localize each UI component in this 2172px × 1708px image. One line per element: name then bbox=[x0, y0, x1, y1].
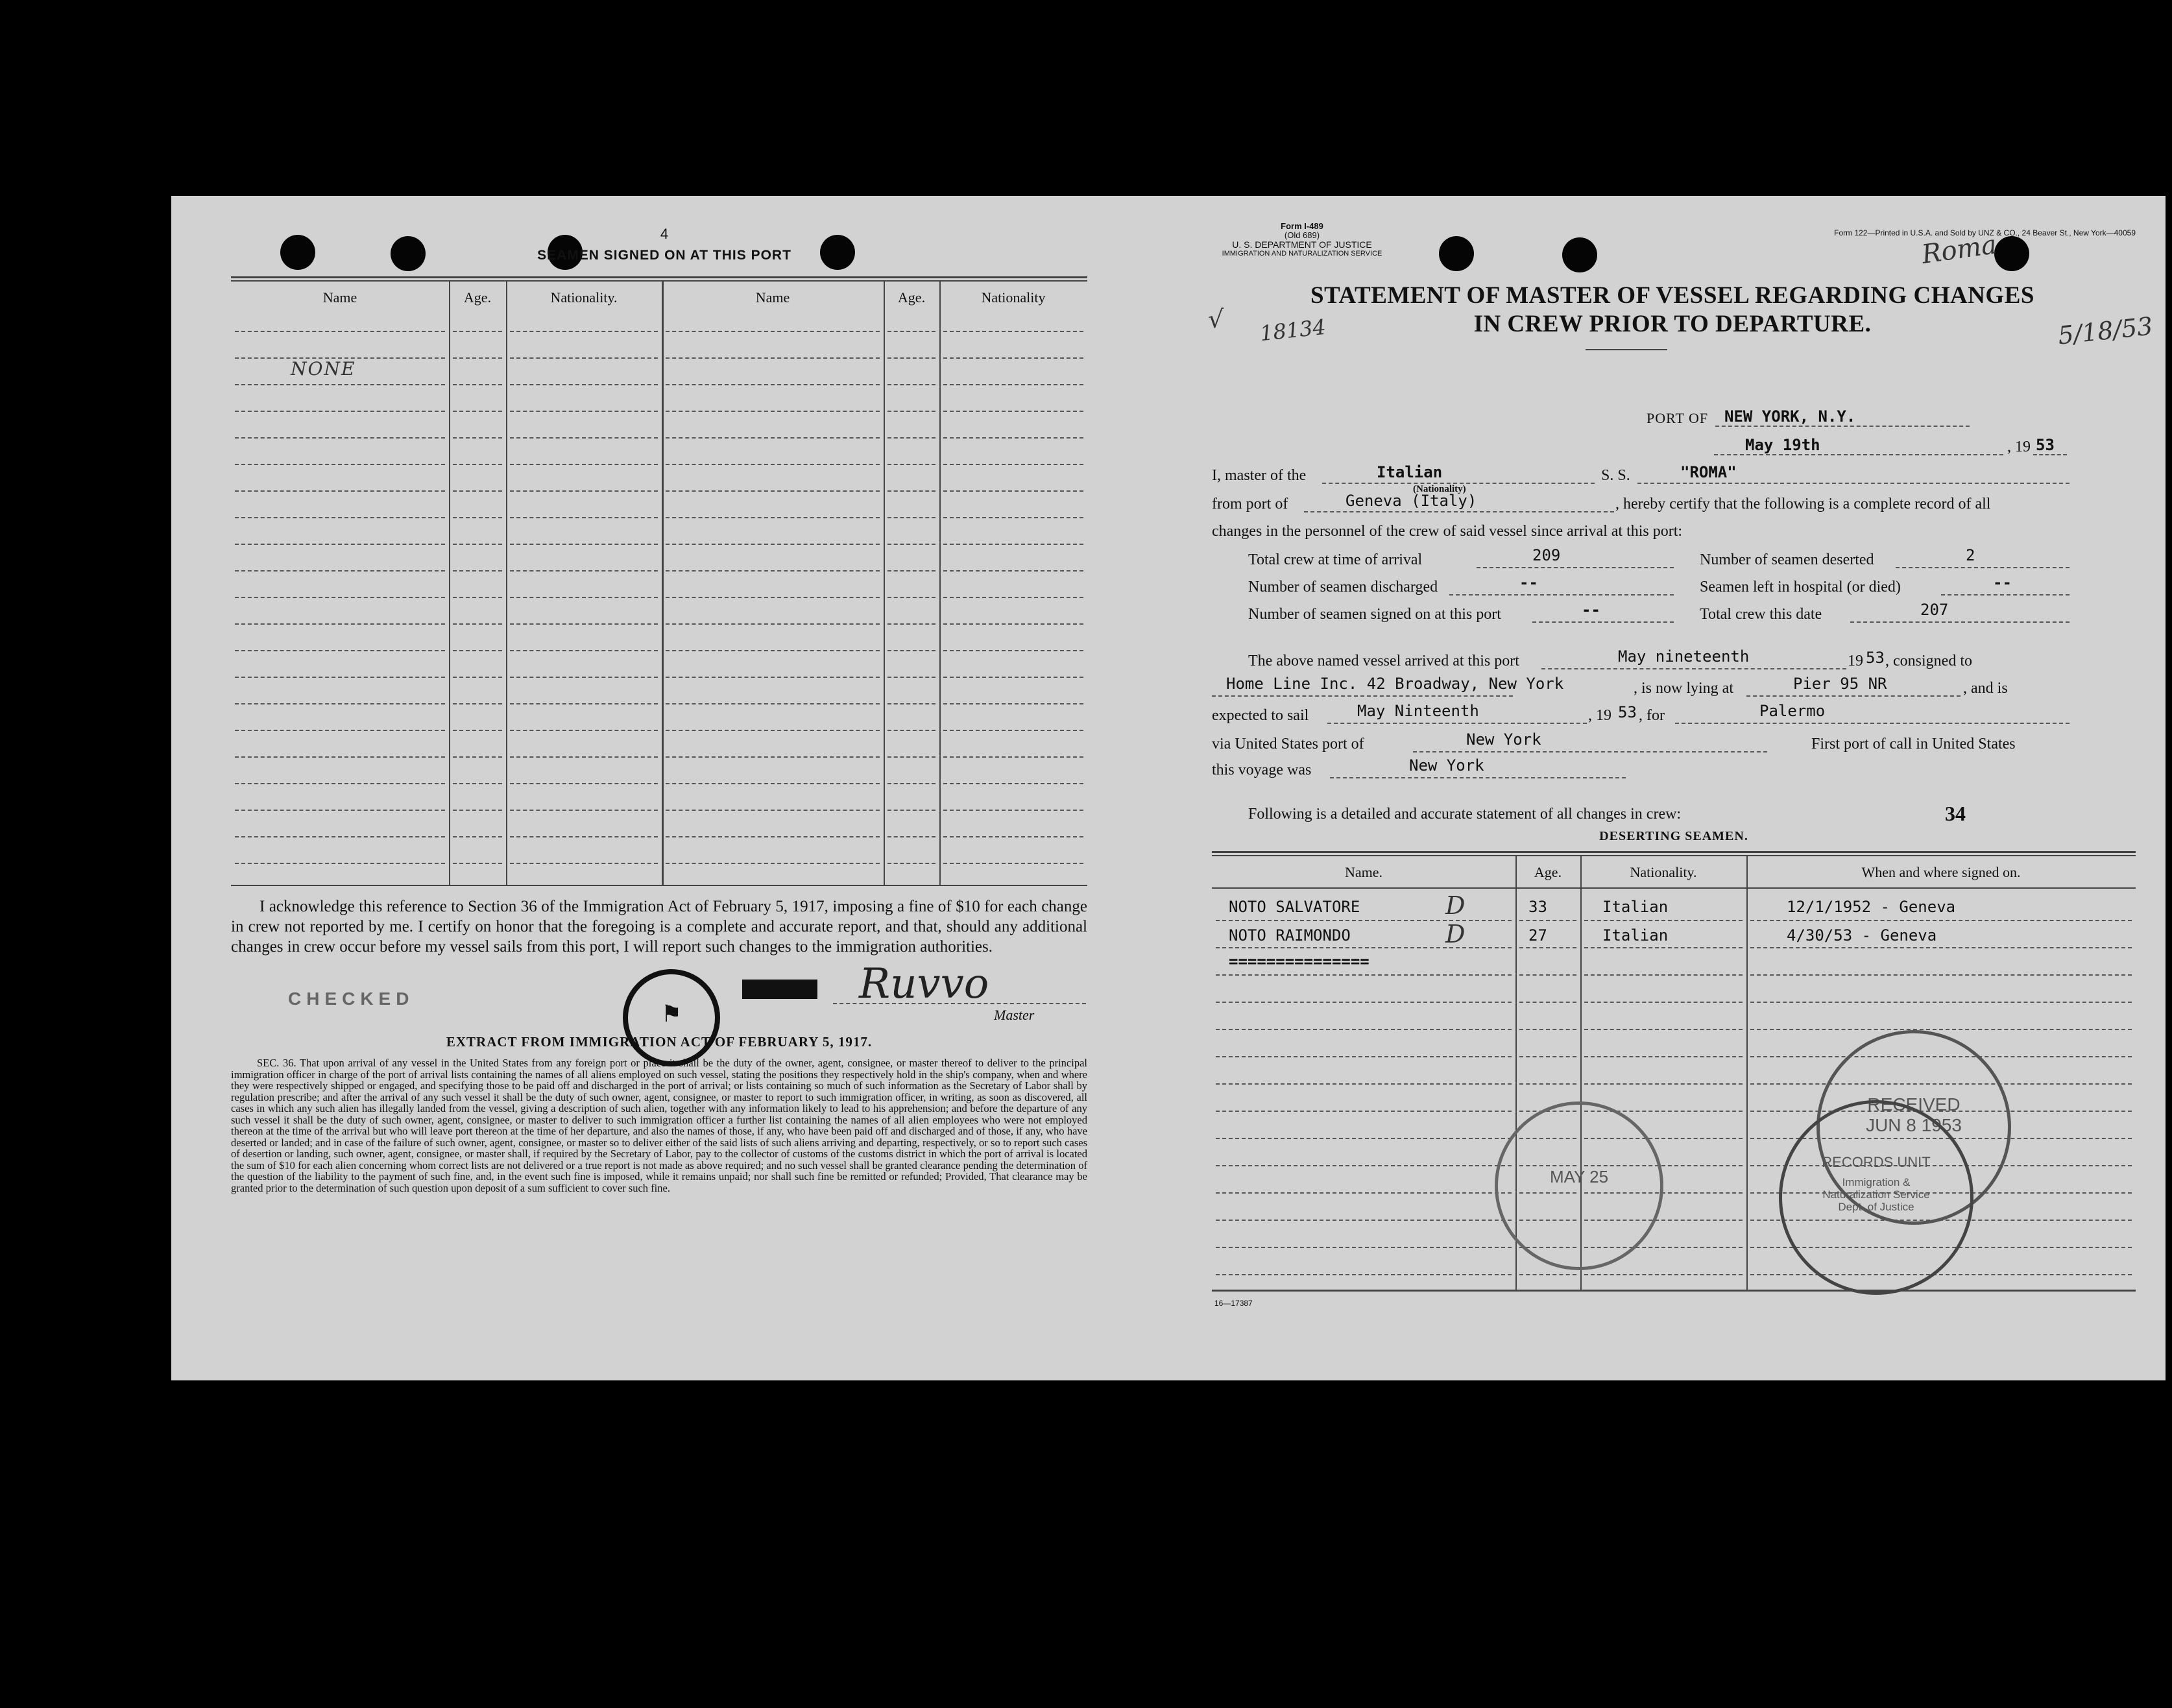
ruled-line bbox=[666, 836, 880, 837]
ruled-line bbox=[887, 517, 935, 518]
ruled-line bbox=[235, 623, 445, 625]
received-stamp-label: RECEIVED bbox=[1867, 1094, 1961, 1114]
ruled-line bbox=[510, 517, 658, 518]
ruled-line bbox=[235, 810, 445, 811]
acknowledgement-text: I acknowledge this reference to Section 36 of the Immigration Act of February 5, 1917, imposing a fine of $10 for each change in crew not reported by me. I certify on honor that the foregoing is a complete and accurate report, and that, should any additional changes in crew occur before my vessel sails from this port, I will report such changes to the immigration authorities. bbox=[231, 898, 1087, 956]
ruled-line bbox=[943, 517, 1083, 518]
page-number: 4 bbox=[660, 226, 669, 242]
form-title-1: STATEMENT OF MASTER OF VESSEL REGARDING CHANGES bbox=[1310, 282, 2034, 309]
ruled-line bbox=[453, 836, 502, 837]
form-title-2: IN CREW PRIOR TO DEPARTURE. bbox=[1473, 311, 1872, 337]
ruled-line bbox=[510, 331, 658, 332]
ruled-line bbox=[510, 810, 658, 811]
punch-hole bbox=[280, 235, 315, 270]
may-stamp bbox=[1495, 1101, 1663, 1270]
ruled-line bbox=[235, 677, 445, 678]
ruled-line bbox=[453, 810, 502, 811]
ruled-line bbox=[235, 597, 445, 598]
ruled-line bbox=[666, 623, 880, 625]
ruled-line bbox=[666, 570, 880, 571]
ruled-line bbox=[943, 677, 1083, 678]
ruled-line bbox=[1519, 1056, 1576, 1057]
col-name: Name bbox=[322, 289, 357, 306]
ruled-line bbox=[453, 384, 502, 385]
ruled-line bbox=[1216, 1220, 1512, 1221]
ruled-line bbox=[510, 783, 658, 784]
ruled-line bbox=[887, 544, 935, 545]
date-value: May 19th bbox=[1745, 436, 1820, 454]
this-voyage-label: this voyage was bbox=[1212, 762, 1312, 778]
ruled-line bbox=[510, 756, 658, 758]
ruled-line bbox=[235, 730, 445, 731]
col-nationality-2: Nationality bbox=[981, 289, 1046, 306]
master-of-label: I, master of the bbox=[1212, 467, 1307, 484]
ruled-line bbox=[666, 703, 880, 704]
ruled-line bbox=[1216, 1138, 1512, 1139]
master-caption: Master bbox=[994, 1007, 1035, 1023]
from-port-value: Geneva (Italy) bbox=[1345, 492, 1477, 510]
first-port-value: New York bbox=[1409, 756, 1484, 775]
ruled-line bbox=[666, 384, 880, 385]
deserting-title: DESERTING SEAMEN. bbox=[1599, 829, 1748, 843]
ruled-line bbox=[453, 623, 502, 625]
ruled-line bbox=[453, 357, 502, 359]
following-text: Following is a detailed and accurate statement of all changes in crew: bbox=[1248, 806, 1682, 823]
ruled-line bbox=[666, 677, 880, 678]
ruled-line bbox=[943, 703, 1083, 704]
ruled-line bbox=[453, 756, 502, 758]
ruled-line bbox=[453, 437, 502, 439]
punch-hole bbox=[1994, 236, 2029, 271]
first-port-label: First port of call in United States bbox=[1811, 736, 2016, 752]
ruled-line bbox=[453, 783, 502, 784]
row-name: NOTO SALVATORE bbox=[1229, 898, 1360, 916]
ruled-line bbox=[943, 544, 1083, 545]
ruled-line bbox=[943, 411, 1083, 412]
ruled-line bbox=[1216, 1083, 1512, 1085]
ruled-line bbox=[453, 730, 502, 731]
ruled-line bbox=[453, 464, 502, 465]
ruled-line bbox=[943, 570, 1083, 571]
ruled-line bbox=[510, 597, 658, 598]
ruled-line bbox=[453, 570, 502, 571]
punch-hole bbox=[1439, 236, 1474, 271]
ruled-line bbox=[235, 863, 445, 864]
ss-label: S. S. bbox=[1601, 467, 1630, 484]
hand-ref-number: 18134 bbox=[1259, 314, 1327, 346]
extract-title: EXTRACT FROM IMMIGRATION ACT OF FEBRUARY 5, 1917. bbox=[446, 1034, 873, 1050]
ruled-line bbox=[510, 490, 658, 492]
for-label: , for bbox=[1639, 707, 1665, 724]
ruled-line bbox=[510, 650, 658, 651]
ruled-line bbox=[510, 677, 658, 678]
ruled-line bbox=[1216, 1111, 1512, 1112]
row-mark: D bbox=[1445, 891, 1466, 920]
printer-line: Form 122—Printed in U.S.A. and Sold by UNZ & CO., 24 Beaver St., New York—40059 bbox=[1834, 228, 2136, 237]
ruled-line bbox=[887, 703, 935, 704]
total-crew-arrival-label: Total crew at time of arrival bbox=[1248, 551, 1423, 568]
th-signed-on: When and where signed on. bbox=[1861, 864, 2021, 880]
th-nationality: Nationality. bbox=[1630, 864, 1697, 880]
ruled-line bbox=[510, 464, 658, 465]
year-value: 53 bbox=[2036, 436, 2055, 454]
ruled-line bbox=[1584, 1056, 1743, 1057]
total-crew-date-label: Total crew this date bbox=[1700, 606, 1822, 623]
ruled-line bbox=[1216, 1192, 1512, 1194]
lying-at-label: , is now lying at bbox=[1634, 680, 1733, 697]
row-age: 27 bbox=[1528, 926, 1547, 944]
entry-none: NONE bbox=[291, 358, 356, 379]
left-page bbox=[171, 196, 1159, 1380]
ruled-line bbox=[453, 650, 502, 651]
table-row bbox=[1212, 891, 2136, 921]
sail-date: May Ninteenth bbox=[1357, 702, 1479, 720]
hand-ship-name: Roma bbox=[1920, 230, 1999, 270]
ruled-line bbox=[453, 517, 502, 518]
hospital-label: Seamen left in hospital (or died) bbox=[1700, 579, 1901, 595]
ruled-line bbox=[887, 810, 935, 811]
row-nationality: Italian bbox=[1602, 898, 1669, 916]
consigned-to-label: , consigned to bbox=[1885, 653, 1972, 669]
punch-hole bbox=[391, 236, 426, 271]
ruled-line bbox=[943, 597, 1083, 598]
footer-code: 16—17387 bbox=[1214, 1299, 1253, 1308]
ruled-line bbox=[510, 437, 658, 439]
ruled-line bbox=[453, 677, 502, 678]
ruled-line bbox=[887, 464, 935, 465]
ruled-line bbox=[453, 331, 502, 332]
ruled-line bbox=[1216, 1002, 1512, 1003]
ruled-line bbox=[943, 810, 1083, 811]
ruled-line bbox=[235, 411, 445, 412]
ruled-line bbox=[510, 730, 658, 731]
ruled-line bbox=[666, 756, 880, 758]
ruled-line bbox=[510, 836, 658, 837]
ruled-line bbox=[887, 437, 935, 439]
ruled-line bbox=[453, 597, 502, 598]
received-stamp-date: JUN 8 1953 bbox=[1866, 1115, 1962, 1135]
col-age-2: Age. bbox=[897, 289, 926, 306]
ruled-line bbox=[887, 756, 935, 758]
arrived-year: 53 bbox=[1866, 649, 1885, 667]
ruled-line bbox=[943, 464, 1083, 465]
ruled-line bbox=[887, 357, 935, 359]
ruled-line bbox=[887, 623, 935, 625]
right-page bbox=[1156, 196, 2166, 1380]
ruled-line bbox=[235, 836, 445, 837]
row-signed-on: 12/1/1952 - Geneva bbox=[1787, 898, 1956, 916]
th-name: Name. bbox=[1344, 864, 1383, 880]
sail-year-prefix: , 19 bbox=[1588, 707, 1611, 724]
ruled-line bbox=[666, 437, 880, 439]
and-is-label: , and is bbox=[1963, 680, 2008, 697]
ruled-line bbox=[453, 544, 502, 545]
ruled-line bbox=[453, 490, 502, 492]
row-terminator: =============== bbox=[1229, 952, 1370, 970]
ruled-line bbox=[666, 464, 880, 465]
ruled-line bbox=[1584, 1274, 1743, 1275]
arrived-date: May nineteenth bbox=[1618, 647, 1750, 666]
ruled-line bbox=[1750, 974, 2132, 976]
master-signature: Ruvvo bbox=[859, 960, 989, 1008]
row-age: 33 bbox=[1528, 898, 1547, 916]
punch-hole bbox=[1562, 237, 1597, 272]
th-age: Age. bbox=[1534, 864, 1562, 880]
ruled-line bbox=[887, 331, 935, 332]
ruled-line bbox=[887, 730, 935, 731]
ruled-line bbox=[943, 650, 1083, 651]
ruled-line bbox=[666, 597, 880, 598]
arrived-label: The above named vessel arrived at this port bbox=[1248, 653, 1519, 669]
ruled-line bbox=[510, 703, 658, 704]
ruled-line bbox=[235, 650, 445, 651]
port-seal-stamp: ⚑ bbox=[623, 969, 720, 1066]
ruled-line bbox=[235, 544, 445, 545]
discharged-value: -- bbox=[1519, 573, 1538, 592]
row-name: NOTO RAIMONDO bbox=[1229, 926, 1351, 944]
ruled-line bbox=[943, 437, 1083, 439]
signed-on-value: -- bbox=[1582, 601, 1600, 619]
ruled-line bbox=[235, 490, 445, 492]
ruled-line bbox=[235, 517, 445, 518]
ruled-line bbox=[887, 836, 935, 837]
ruled-line bbox=[510, 863, 658, 864]
ruled-line bbox=[666, 730, 880, 731]
ruled-line bbox=[1216, 974, 1512, 976]
consignee: Home Line Inc. 42 Broadway, New York bbox=[1226, 675, 1564, 693]
ruled-line bbox=[943, 836, 1083, 837]
ruled-line bbox=[666, 863, 880, 864]
ruled-line bbox=[1584, 1029, 1743, 1030]
row-signed-on: 4/30/53 - Geneva bbox=[1787, 926, 1937, 944]
ruled-line bbox=[1216, 1165, 1512, 1166]
ruled-line bbox=[887, 490, 935, 492]
ruled-line bbox=[666, 517, 880, 518]
ruled-line bbox=[1584, 1002, 1743, 1003]
ruled-line bbox=[1584, 974, 1743, 976]
ruled-line bbox=[887, 384, 935, 385]
ruled-line bbox=[943, 490, 1083, 492]
records-unit-stamp bbox=[1779, 1100, 1973, 1295]
arrived-year-prefix: 19 bbox=[1848, 653, 1863, 669]
ruled-line bbox=[510, 570, 658, 571]
ruled-line bbox=[510, 357, 658, 359]
page-heading: SEAMEN SIGNED ON AT THIS PORT bbox=[537, 248, 791, 263]
ruled-line bbox=[887, 783, 935, 784]
row-nationality: Italian bbox=[1602, 926, 1669, 944]
ruled-line bbox=[235, 756, 445, 758]
ruled-line bbox=[510, 384, 658, 385]
port-value: NEW YORK, N.Y. bbox=[1724, 407, 1856, 426]
ruled-line bbox=[510, 623, 658, 625]
deserted-value: 2 bbox=[1966, 546, 1975, 564]
ins-label: Immigration & Naturalization Service Dept. of Justice bbox=[1822, 1176, 1930, 1213]
ruled-line bbox=[666, 411, 880, 412]
hand-date: 5/18/53 bbox=[2057, 311, 2154, 350]
ruled-line bbox=[235, 464, 445, 465]
ruled-line bbox=[943, 331, 1083, 332]
ruled-line bbox=[1216, 1247, 1512, 1248]
certify-text: , hereby certify that the following is a complete record of all bbox=[1615, 496, 1991, 512]
ruled-line bbox=[1216, 1274, 1512, 1275]
ruled-line bbox=[943, 623, 1083, 625]
ruled-line bbox=[887, 650, 935, 651]
ruled-line bbox=[1519, 1083, 1576, 1085]
ruled-line bbox=[666, 810, 880, 811]
ruled-line bbox=[235, 384, 445, 385]
ruled-line bbox=[235, 783, 445, 784]
nationality-value: Italian bbox=[1377, 463, 1443, 481]
year-prefix: , 19 bbox=[2007, 439, 2031, 455]
ruled-line bbox=[666, 331, 880, 332]
stamp-bar bbox=[742, 980, 817, 999]
nationality-caption: (Nationality) bbox=[1413, 484, 1466, 494]
ruled-line bbox=[666, 783, 880, 784]
col-age: Age. bbox=[463, 289, 492, 306]
total-crew-arrival-value: 209 bbox=[1532, 546, 1561, 564]
table-row bbox=[1212, 920, 2136, 950]
port-label: PORT OF bbox=[1647, 410, 1709, 426]
ruled-line bbox=[943, 756, 1083, 758]
col-nationality: Nationality. bbox=[550, 289, 618, 306]
ruled-line bbox=[1750, 1274, 2132, 1275]
row-mark: D bbox=[1445, 920, 1466, 948]
ruled-line bbox=[666, 544, 880, 545]
service: IMMIGRATION AND NATURALIZATION SERVICE bbox=[1222, 250, 1382, 258]
ruled-line bbox=[943, 863, 1083, 864]
ruled-line bbox=[1216, 1029, 1512, 1030]
total-crew-date-value: 207 bbox=[1920, 601, 1949, 619]
hand-mark: √ bbox=[1208, 305, 1224, 333]
certify-text-2: changes in the personnel of the crew of said vessel since arrival at this port: bbox=[1212, 523, 1683, 540]
ruled-line bbox=[510, 411, 658, 412]
form-number: Form I-489 bbox=[1281, 221, 1323, 231]
ruled-line bbox=[943, 384, 1083, 385]
ruled-line bbox=[1519, 1029, 1576, 1030]
records-unit-label: RECORDS UNIT bbox=[1822, 1154, 1931, 1170]
ruled-line bbox=[510, 544, 658, 545]
sail-year: 53 bbox=[1618, 703, 1637, 721]
ruled-line bbox=[666, 490, 880, 492]
ruled-line bbox=[943, 783, 1083, 784]
hospital-value: -- bbox=[1993, 573, 2012, 592]
lying-at-value: Pier 95 NR bbox=[1793, 675, 1887, 693]
ruled-line bbox=[887, 863, 935, 864]
form-header bbox=[1208, 222, 1396, 258]
ruled-line bbox=[1216, 1056, 1512, 1057]
ruled-line bbox=[666, 650, 880, 651]
ruled-line bbox=[887, 677, 935, 678]
deserted-label: Number of seamen deserted bbox=[1700, 551, 1874, 568]
extract-text: SEC. 36. That upon arrival of any vessel in the United States from any foreign port or place it shall be the duty of the owner, agent, consignee, or master thereof to deliver to the principal immigration officer in charge of the port of arrival lists containing the names of all aliens employed on such vessel, stating the positions they respectively hold in the ship's company, when and where they were respectively shipped or engaged, and specifying those to be paid off and discharged in the port of arrival; or lists containing so much of such information as the Secretary of Labor shall by regulation prescribe; and after the arrival of any such vessel it shall be the duty of such owner, agent, consignee, or master to report to such immigration officer, in writing, as soon as discovered, all cases in which any such alien has illegally landed from the vessel, giving a description of such alien, together with any information likely to lead to his apprehension; and before the departure of any such vessel it shall be the duty of such owner, agent, consignee, or master to deliver to such immigration officer a further list containing the names of all alien employees who were not employed thereon at the time of the arrival but who will leave port thereon at the time of her departure, and also the names of those, if any, who have been paid off and discharged and of those, if any, who have deserted or landed; and in case of the failure of such owner, agent, consignee, or master so to deliver either of the said lists of such aliens arriving and departing, respectively, or so to report such cases of desertion or landing, such owner, agent, consignee, or master shall, if required by the Secretary of Labor, pay to the collector of customs of the customs district in which the port of arrival is located the sum of $10 for each alien concerning whom correct lists are not delivered or a true report is not made as above required; and no such vessel shall be granted clearance pending the determination of the question of the liability to the payment of such fine, and, in the event such fine is imposed, while it remains unpaid; nor shall such fine be remitted or refunded; Provided, That clearance may be granted prior to the determination of such question upon deposit of a sum sufficient to cover such fine. bbox=[231, 1057, 1087, 1194]
checked-stamp: CHECKED bbox=[288, 989, 415, 1009]
ruled-line bbox=[943, 730, 1083, 731]
ruled-line bbox=[1519, 974, 1576, 976]
expected-label: expected to sail bbox=[1212, 707, 1309, 724]
discharged-label: Number of seamen discharged bbox=[1248, 579, 1438, 595]
ruled-line bbox=[453, 703, 502, 704]
ruled-line bbox=[453, 863, 502, 864]
ruled-line bbox=[235, 703, 445, 704]
ruled-line bbox=[1750, 1002, 2132, 1003]
ruled-line bbox=[1750, 1029, 2132, 1030]
department: U. S. DEPARTMENT OF JUSTICE bbox=[1232, 239, 1372, 250]
ruled-line bbox=[235, 570, 445, 571]
ruled-line bbox=[1584, 1083, 1743, 1085]
signed-on-label: Number of seamen signed on at this port bbox=[1248, 606, 1501, 623]
from-port-label: from port of bbox=[1212, 496, 1288, 512]
ruled-line bbox=[235, 331, 445, 332]
ruled-line bbox=[887, 570, 935, 571]
ruled-line bbox=[887, 411, 935, 412]
vessel-name: "ROMA" bbox=[1680, 463, 1737, 481]
col-name-2: Name bbox=[755, 289, 790, 306]
ruled-line bbox=[453, 411, 502, 412]
via-label: via United States port of bbox=[1212, 736, 1364, 752]
ruled-line bbox=[943, 357, 1083, 359]
page-count: 34 bbox=[1945, 802, 1966, 825]
destination: Palermo bbox=[1759, 702, 1826, 720]
may-stamp-date: MAY 25 bbox=[1549, 1167, 1609, 1186]
ruled-line bbox=[887, 597, 935, 598]
ruled-line bbox=[1519, 1002, 1576, 1003]
via-port: New York bbox=[1466, 730, 1541, 749]
ruled-line bbox=[666, 357, 880, 359]
form-old: (Old 689) bbox=[1284, 230, 1320, 240]
ruled-line bbox=[1519, 1274, 1576, 1275]
ruled-line bbox=[235, 437, 445, 439]
